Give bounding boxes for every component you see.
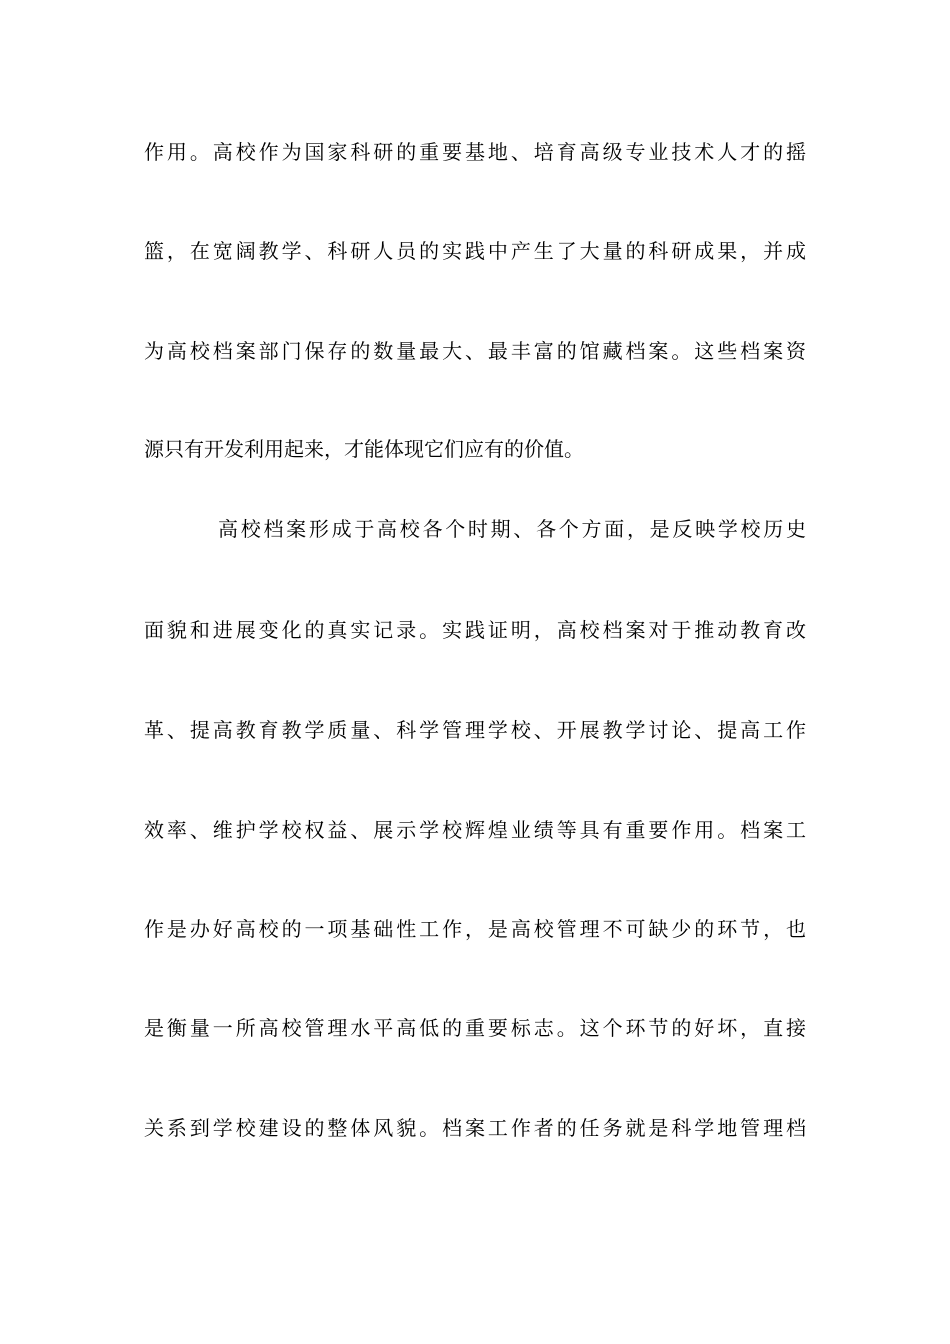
paragraph-2-line-4: 效率、维护学校权益、展示学校辉煌业绩等具有重要作用。档案工 — [144, 818, 806, 842]
paragraph-1-line-3: 为高校档案部门保存的数量最大、最丰富的馆藏档案。这些档案资 — [144, 339, 806, 363]
paragraph-2-line-7: 关系到学校建设的整体风貌。档案工作者的任务就是科学地管理档 — [144, 1116, 806, 1140]
paragraph-2-line-2: 面貌和进展变化的真实记录。实践证明，高校档案对于推动教育改 — [144, 618, 806, 642]
paragraph-2-line-5: 作是办好高校的一项基础性工作，是高校管理不可缺少的环节，也 — [144, 917, 806, 941]
paragraph-2-line-3: 革、提高教育教学质量、科学管理学校、开展教学讨论、提高工作 — [144, 718, 806, 742]
paragraph-1-line-1: 作用。高校作为国家科研的重要基地、培育高级专业技术人才的摇 — [144, 140, 806, 164]
paragraph-1-line-4: 源只有开发利用起来，才能体现它们应有的价值。 — [144, 437, 584, 461]
paragraph-1-line-2: 篮，在宽阔教学、科研人员的实践中产生了大量的科研成果，并成 — [144, 239, 806, 263]
paragraph-2-line-1: 高校档案形成于高校各个时期、各个方面，是反映学校历史 — [218, 517, 806, 541]
paragraph-2-line-6: 是衡量一所高校管理水平高低的重要标志。这个环节的好坏，直接 — [144, 1016, 806, 1040]
